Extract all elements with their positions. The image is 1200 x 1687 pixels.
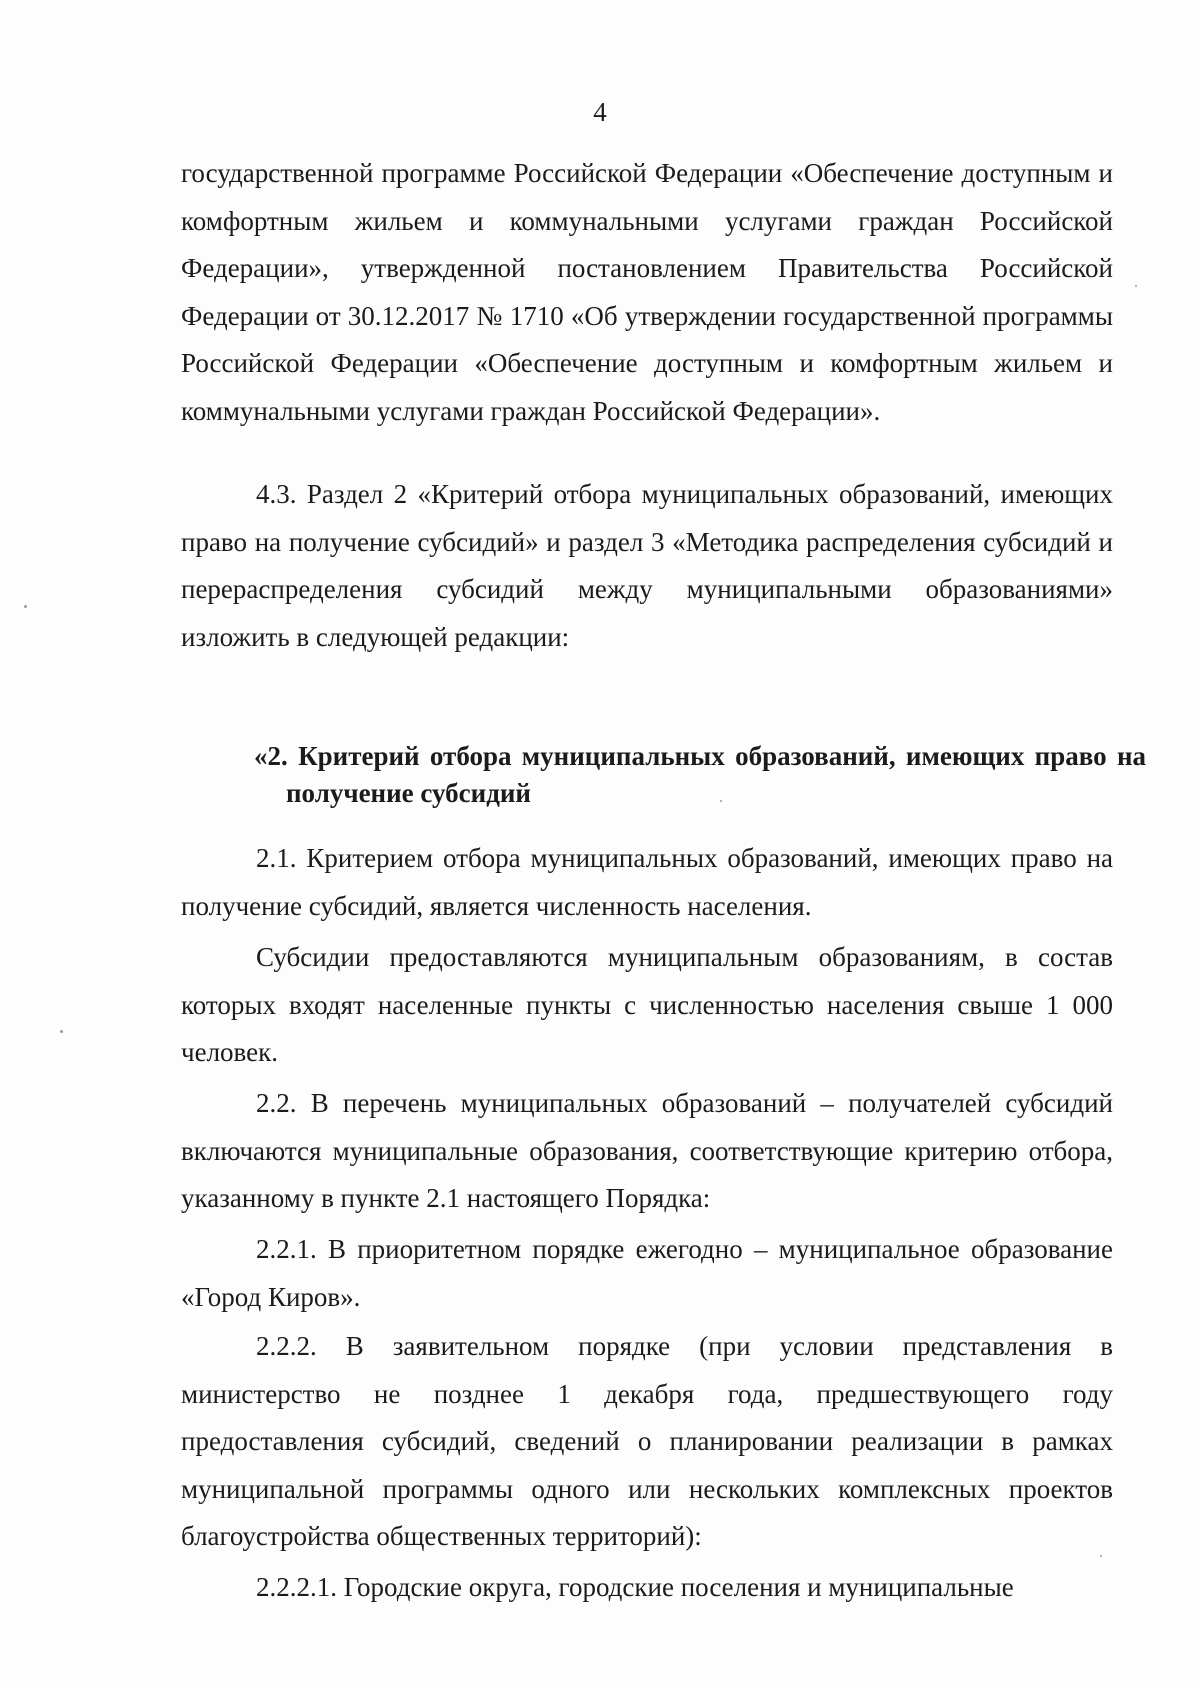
- clause-4-3-block: [181, 471, 1113, 661]
- section-heading: «2. Критерий отбора муниципальных образований, имеющих право на получение субсидий: [254, 741, 1146, 808]
- scan-speck: [60, 1030, 63, 1033]
- scan-speck: [720, 800, 722, 802]
- clause-2-2-1: 2.2.1. В приоритетном порядке ежегодно – муниципальное образование «Город Киров».: [181, 1234, 1113, 1312]
- clause-2-1: 2.1. Критерием отбора муниципальных образований, имеющих право на получение субсидий, является численность населения.: [181, 843, 1113, 921]
- intro-paragraph: государственной программе Российской Федерации «Обеспечение доступным и комфортным жильем и коммунальными услугами граждан Российской Федерации», утвержденной постановлением Правительства Российской Федерации от 30.12.2017 № 1710 «Об утверждении государственной программы Российской Федерации «Обеспечение доступным и комфортным жильем и коммунальными услугами граждан Российской Федерации».: [181, 158, 1113, 426]
- clause-2-2-1-block: [181, 1226, 1113, 1321]
- page-number: 4: [593, 97, 607, 127]
- clause-2-2-block: [181, 1080, 1113, 1223]
- clause-2-1-block: [181, 835, 1113, 930]
- clause-2-2-2-block: [181, 1323, 1113, 1561]
- clause-2-2-2-1: 2.2.2.1. Городские округа, городские поселения и муниципальные: [256, 1572, 1014, 1602]
- clause-2-2-2-1-block: [181, 1564, 1113, 1612]
- scan-speck: [24, 605, 27, 608]
- intro-paragraph-block: [181, 150, 1113, 435]
- scan-speck: [1100, 1555, 1102, 1557]
- clause-2-1-subsidies-block: [181, 934, 1113, 1077]
- clause-4-3: 4.3. Раздел 2 «Критерий отбора муниципальных образований, имеющих право на получение субсидий» и раздел 3 «Методика распределения субсидий и перераспределения субсидий между муниципальными образованиями» изложить в следующей редакции:: [181, 479, 1113, 652]
- clause-2-1-subsidies: Субсидии предоставляются муниципальным образованиям, в состав которых входят населенные пункты с численностью населения свыше 1 000 человек.: [181, 942, 1113, 1067]
- clause-2-2: 2.2. В перечень муниципальных образований – получателей субсидий включаются муниципальные образования, соответствующие критерию отбора, указанному в пункте 2.1 настоящего Порядка:: [181, 1088, 1113, 1213]
- clause-2-2-2: 2.2.2. В заявительном порядке (при условии представления в министерство не позднее 1 декабря года, предшествующего году предоставления субсидий, сведений о планировании реализации в рамках муниципальной программы одного или нескольких комплексных проектов благоустройства общественных территорий):: [181, 1331, 1113, 1551]
- scan-speck: [1135, 285, 1137, 287]
